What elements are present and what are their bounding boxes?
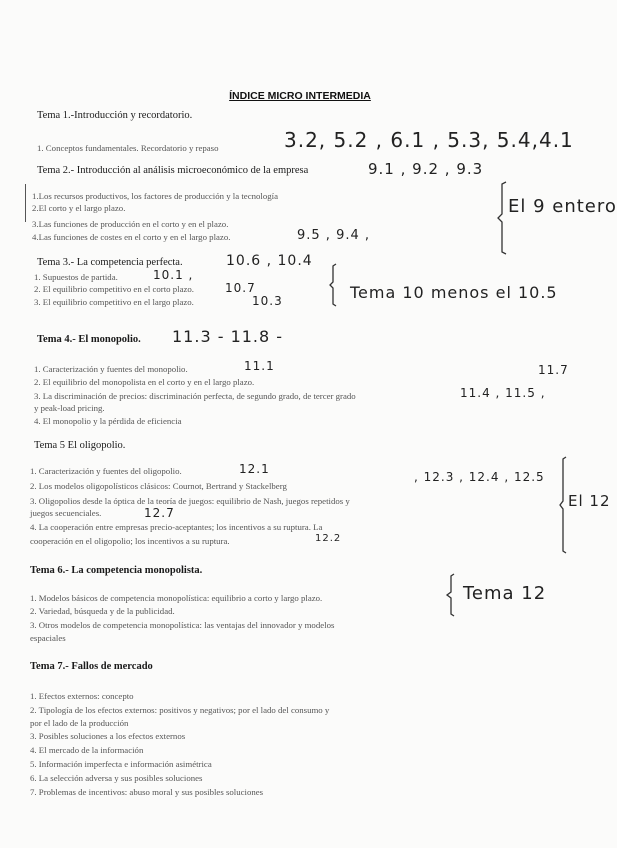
tema-2-item-4: 4.Las funciones de costes en el corto y en el largo plazo. [32, 232, 231, 242]
tema-2-brace [496, 180, 510, 256]
tema-4-item-3-cont: y peak-load pricing. [34, 403, 105, 413]
tema-6-item-3: 3. Otros modelos de competencia monopolística: las ventajas del innovador y modelos [30, 620, 335, 630]
tema-6-brace-note: Tema 12 [463, 583, 547, 604]
tema-4-item-3: 3. La discriminación de precios: discriminación perfecta, de segundo grado, de tercer grado [34, 391, 356, 401]
tema-7-item-2-cont: por el lado de la producción [30, 718, 129, 728]
tema-6-title: Tema 6.- La competencia monopolista. [30, 565, 203, 576]
tema-5-note-item-1: 12.1 [239, 462, 270, 476]
tema-7-item-4: 4. El mercado de la información [30, 745, 144, 755]
tema-3-item-2: 2. El equilibrio competitivo en el corto plazo. [34, 284, 195, 294]
tema-3-item-1: 1. Supuestos de partida. [34, 272, 118, 282]
tema-3-brace [328, 262, 340, 308]
tema-7-item-3: 3. Posibles soluciones a los efectos externos [30, 731, 186, 741]
tema-3-note-item-3: 10.3 [252, 294, 283, 308]
tema-5-note-item-2: , 12.3 , 12.4 , 12.5 [414, 470, 545, 484]
tema-5-item-4-cont: cooperación en el oligopolio; los incentivos a su ruptura. [30, 536, 230, 546]
tema-5-item-4: 4. La cooperación entre empresas precio-aceptantes; los incentivos a su ruptura. La [30, 522, 323, 532]
tema-3-handwritten-note: 10.6 , 10.4 [226, 253, 313, 269]
tema-5-item-3-cont: juegos secuenciales. [30, 508, 102, 518]
tema-2-item-2: 2.El corto y el largo plazo. [32, 203, 126, 213]
tema-7-title: Tema 7.- Fallos de mercado [30, 661, 153, 672]
tema-3-item-3: 3. El equilibrio competitivo en el largo plazo. [34, 297, 194, 307]
tema-7-item-5: 5. Información imperfecta e información asimétrica [30, 759, 212, 769]
tema-1-title: Tema 1.-Introducción y recordatorio. [37, 110, 193, 121]
tema-2-title: Tema 2.- Introducción al análisis microeconómico de la empresa [37, 165, 309, 176]
tema-5-note-item-4: 12.2 [315, 533, 342, 544]
tema-3-title: Tema 3.- La competencia perfecta. [37, 257, 183, 268]
tema-4-item-4: 4. El monopolio y la pérdida de eficiencia [34, 416, 182, 426]
tema-5-item-3: 3. Oligopolios desde la óptica de la teoría de juegos: equilibrio de Nash, juegos repetidos y [30, 496, 350, 506]
tema-7-item-6: 6. La selección adversa y sus posibles soluciones [30, 773, 203, 783]
tema-3-brace-note: Tema 10 menos el 10.5 [350, 283, 558, 302]
tema-7-item-7: 7. Problemas de incentivos: abuso moral y sus posibles soluciones [30, 787, 264, 797]
tema-7-item-1: 1. Efectos externos: concepto [30, 691, 134, 701]
tema-1-item-1: 1. Conceptos fundamentales. Recordatorio y repaso [37, 143, 219, 153]
tema-5-item-2: 2. Los modelos oligopolísticos clásicos: Cournot, Bertrand y Stackelberg [30, 481, 287, 491]
tema-1-handwritten-note: 3.2, 5.2 , 6.1 , 5.3, 5.4,4.1 [284, 128, 574, 152]
tema-3-note-item-2: 10.7 [225, 281, 256, 295]
document-title: ÍNDICE MICRO INTERMEDIA [229, 90, 371, 102]
tema-4-note-item-3: 11.4 , 11.5 , [460, 386, 546, 400]
tema-6-brace [445, 572, 459, 618]
tema-6-item-1: 1. Modelos básicos de competencia monopolística: equilibrio a corto y largo plazo. [30, 593, 323, 603]
tema-3-note-item-1: 10.1 , [153, 268, 194, 282]
tema-5-note-item-3: 12.7 [144, 506, 175, 520]
tema-5-title: Tema 5 El oligopolio. [34, 440, 126, 451]
tema-4-handwritten-note: 11.3 - 11.8 - [172, 327, 284, 346]
tema-7-item-2: 2. Tipología de los efectos externos: positivos y negativos; por el lado del consumo y [30, 705, 330, 715]
tema-2-brace-note: El 9 entero [508, 196, 617, 217]
tema-4-title: Tema 4.- El monopolio. [37, 334, 141, 345]
tema-2-handwritten-note: 9.1 , 9.2 , 9.3 [368, 160, 484, 178]
tema-5-brace-note: El 12 [568, 492, 611, 510]
tema-5-item-1: 1. Caracterización y fuentes del oligopolio. [30, 466, 182, 476]
tema-2-item-3: 3.Las funciones de producción en el corto y en el plazo. [32, 219, 229, 229]
tema-6-item-2: 2. Variedad, búsqueda y de la publicidad. [30, 606, 175, 616]
tema-4-item-1: 1. Caracterización y fuentes del monopolio. [34, 364, 188, 374]
margin-mark [25, 184, 26, 222]
tema-4-item-2: 2. El equilibrio del monopolista en el corto y en el largo plazo. [34, 377, 255, 387]
tema-2-handwritten-note-2: 9.5 , 9.4 , [297, 228, 371, 243]
tema-4-note-right: 11.7 [538, 363, 569, 377]
tema-6-item-3-cont: espaciales [30, 633, 66, 643]
tema-4-note-item-1: 11.1 [244, 359, 275, 373]
tema-2-item-1: 1.Los recursos productivos, los factores de producción y la tecnología [32, 191, 278, 201]
